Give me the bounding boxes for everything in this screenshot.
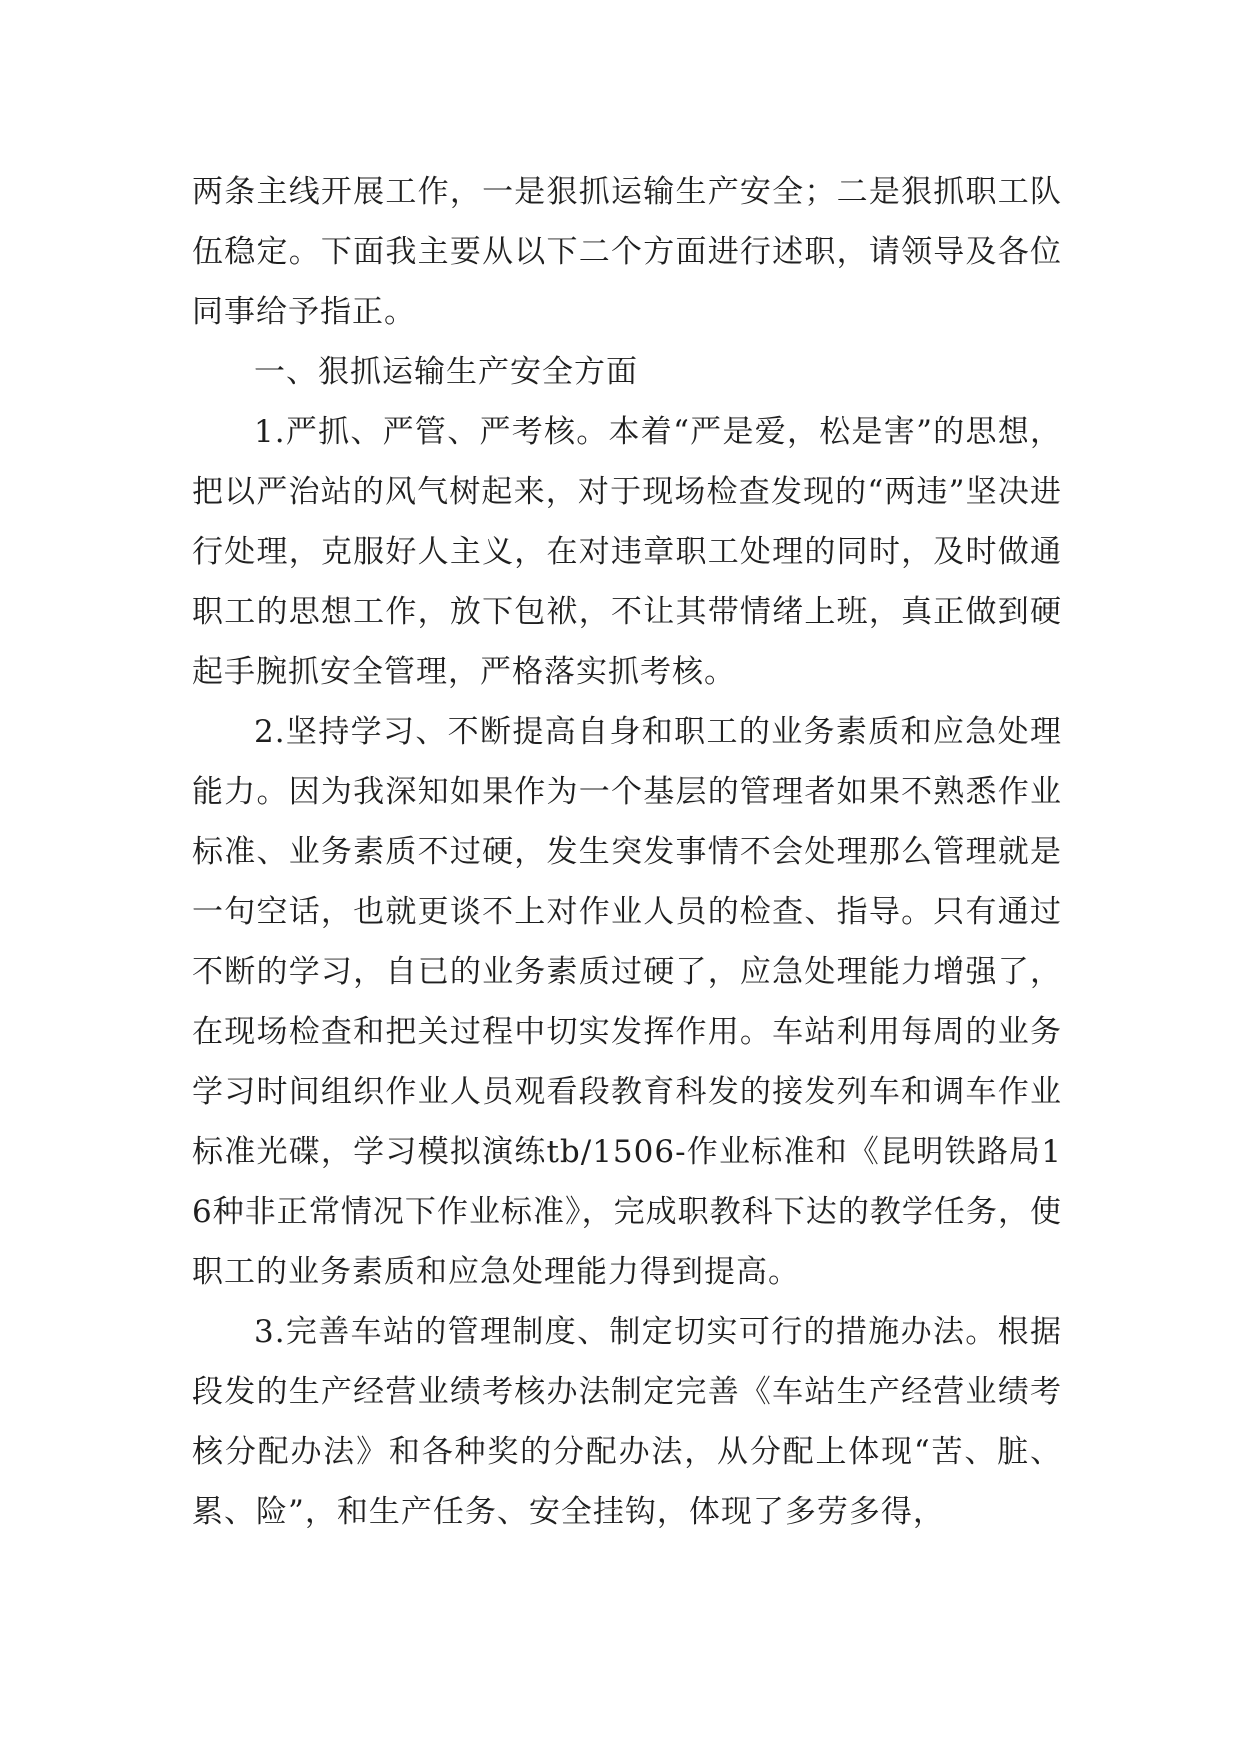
document-body bbox=[192, 162, 1062, 1542]
paragraph-continuation: 两条主线开展工作，一是狠抓运输生产安全；二是狠抓职工队伍稳定。下面我主要从以下二个方面进行述职，请领导及各位同事给予指正。 bbox=[192, 174, 1062, 330]
paragraph-item-2: 2.坚持学习、不断提高自身和职工的业务素质和应急处理能力。因为我深知如果作为一个基层的管理者如果不熟悉作业标准、业务素质不过硬，发生突发事情不会处理那么管理就是一句空话，也就更谈不上对作业人员的检查、指导。只有通过不断的学习，自已的业务素质过硬了，应急处理能力增强了，在现场检查和把关过程中切实发挥作用。车站利用每周的业务学习时间组织作业人员观看段教育科发的接发列车和调车作业标准光碟，学习模拟演练tb/1506-作业标准和《昆明铁路局16种非正常情况下作业标准》，完成职教科下达的教学任务，使职工的业务素质和应急处理能力得到提高。 bbox=[192, 714, 1062, 1290]
paragraph-item-3: 3.完善车站的管理制度、制定切实可行的措施办法。根据段发的生产经营业绩考核办法制定完善《车站生产经营业绩考核分配办法》和各种奖的分配办法，从分配上体现“苦、脏、累、险”，和生产任务、安全挂钩，体现了多劳多得， bbox=[192, 1314, 1062, 1530]
paragraph-item-1: 1.严抓、严管、严考核。本着“严是爱，松是害”的思想，把以严治站的风气树起来，对于现场检查发现的“两违”坚决进行处理，克服好人主义，在对违章职工处理的同时，及时做通职工的思想工作，放下包袱，不让其带情绪上班，真正做到硬起手腕抓安全管理，严格落实抓考核。 bbox=[192, 414, 1062, 690]
section-heading: 一、狠抓运输生产安全方面 bbox=[254, 354, 638, 390]
